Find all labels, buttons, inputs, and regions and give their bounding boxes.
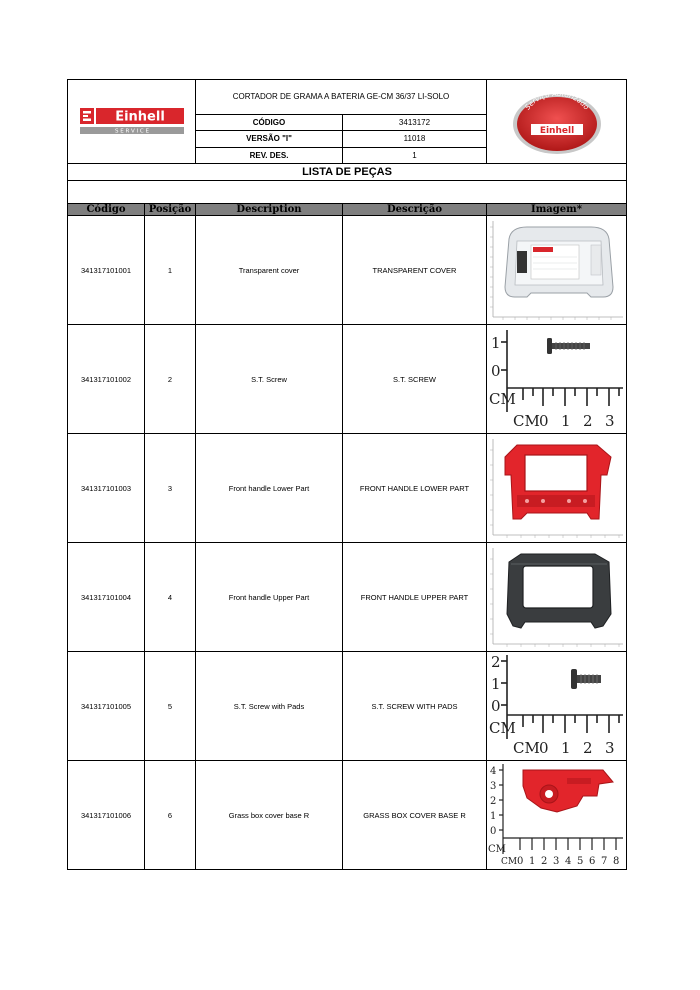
header-table: [67, 79, 627, 204]
svg-text:2: 2: [490, 796, 497, 807]
svg-text:0: 0: [491, 697, 501, 715]
svg-text:CM: CM: [488, 844, 506, 855]
list-title: LISTA DE PEÇAS: [68, 164, 627, 181]
part-description: Front handle Lower Part: [196, 434, 343, 543]
einhell-logo: [68, 80, 196, 164]
svg-text:1: 1: [529, 856, 536, 867]
handle-upper-image: [487, 544, 625, 650]
service-seal-icon: [507, 86, 607, 156]
versao-value: 11018: [343, 131, 487, 147]
svg-text:CM: CM: [513, 739, 540, 757]
part-image-handle-lower: [487, 434, 627, 543]
svg-text:4: 4: [490, 766, 497, 777]
col-header-posicao: Posição: [145, 204, 196, 216]
part-description: S.T. Screw: [196, 325, 343, 434]
svg-text:4: 4: [565, 856, 572, 867]
part-position: 6: [145, 761, 196, 870]
parts-table: [67, 203, 627, 870]
rev-des-label: REV. DES.: [196, 147, 343, 163]
einhell-logo-mark: [77, 104, 187, 138]
versao-label: VERSÃO "I": [196, 131, 343, 147]
svg-text:2: 2: [491, 653, 501, 671]
part-position: 2: [145, 325, 196, 434]
part-position: 5: [145, 652, 196, 761]
table-row: [68, 652, 627, 761]
blank-row: [68, 181, 627, 204]
cover-base-image: [487, 762, 625, 868]
rev-des-value: 1: [343, 147, 487, 163]
svg-text:7: 7: [601, 856, 608, 867]
part-image-screw-pads: [487, 652, 627, 761]
svg-text:0: 0: [517, 856, 524, 867]
svg-text:2: 2: [583, 739, 593, 757]
svg-text:1: 1: [561, 739, 571, 757]
svg-text:CM: CM: [501, 857, 518, 867]
svg-text:6: 6: [589, 856, 596, 867]
svg-text:0: 0: [491, 362, 501, 380]
table-row: [68, 216, 627, 325]
svg-text:0: 0: [539, 739, 549, 757]
part-code: 341317101002: [68, 325, 145, 434]
svg-text:3: 3: [605, 412, 615, 430]
svg-text:CM: CM: [489, 719, 516, 737]
svg-text:Einhell: Einhell: [539, 125, 574, 136]
transparent-cover-image: [487, 217, 625, 323]
parts-sheet: [67, 79, 626, 870]
svg-text:Serviço Autorizado: Serviço Autorizado: [523, 89, 590, 111]
svg-text:2: 2: [541, 856, 548, 867]
part-image-transparent-cover: [487, 216, 627, 325]
svg-text:2: 2: [583, 412, 593, 430]
part-descricao: FRONT HANDLE UPPER PART: [343, 543, 487, 652]
part-code: 341317101005: [68, 652, 145, 761]
codigo-value: 3413172: [343, 114, 487, 130]
part-descricao: TRANSPARENT COVER: [343, 216, 487, 325]
part-description: Front handle Upper Part: [196, 543, 343, 652]
svg-text:3: 3: [605, 739, 615, 757]
svg-text:1: 1: [491, 334, 501, 352]
col-header-descricao: Descrição: [343, 204, 487, 216]
svg-text:S E R V I C E: S E R V I C E: [114, 128, 149, 135]
part-description: Transparent cover: [196, 216, 343, 325]
part-code: 341317101003: [68, 434, 145, 543]
part-position: 1: [145, 216, 196, 325]
part-position: 3: [145, 434, 196, 543]
svg-text:0: 0: [539, 412, 549, 430]
svg-text:Einhell: Einhell: [114, 109, 165, 124]
svg-text:5: 5: [577, 856, 584, 867]
table-row: [68, 325, 627, 434]
part-code: 341317101006: [68, 761, 145, 870]
svg-text:3: 3: [490, 781, 497, 792]
authorized-service-seal: [487, 80, 627, 164]
table-row: [68, 434, 627, 543]
part-position: 4: [145, 543, 196, 652]
svg-text:1: 1: [491, 675, 501, 693]
svg-text:CM: CM: [489, 390, 516, 408]
svg-text:CM: CM: [513, 412, 540, 430]
part-image-screw: [487, 325, 627, 434]
screw-image: [487, 326, 625, 432]
screw-pads-image: [487, 653, 625, 759]
part-image-cover-base: [487, 761, 627, 870]
svg-text:1: 1: [561, 412, 571, 430]
table-row: [68, 543, 627, 652]
part-description: S.T. Screw with Pads: [196, 652, 343, 761]
part-descricao: S.T. SCREW WITH PADS: [343, 652, 487, 761]
svg-text:8: 8: [613, 856, 620, 867]
svg-text:1: 1: [490, 811, 497, 822]
col-header-imagem: Imagem*: [487, 204, 627, 216]
part-description: Grass box cover base R: [196, 761, 343, 870]
codigo-label: CÓDIGO: [196, 114, 343, 130]
part-descricao: FRONT HANDLE LOWER PART: [343, 434, 487, 543]
table-row: [68, 761, 627, 870]
col-header-description: Description: [196, 204, 343, 216]
part-descricao: GRASS BOX COVER BASE R: [343, 761, 487, 870]
svg-text:0: 0: [490, 826, 497, 837]
part-image-handle-upper: [487, 543, 627, 652]
product-title: CORTADOR DE GRAMA A BATERIA GE-CM 36/37 LI-SOLO: [196, 80, 487, 115]
part-descricao: S.T. SCREW: [343, 325, 487, 434]
part-code: 341317101001: [68, 216, 145, 325]
handle-lower-image: [487, 435, 625, 541]
col-header-codigo: Código: [68, 204, 145, 216]
svg-text:3: 3: [553, 856, 560, 867]
part-code: 341317101004: [68, 543, 145, 652]
